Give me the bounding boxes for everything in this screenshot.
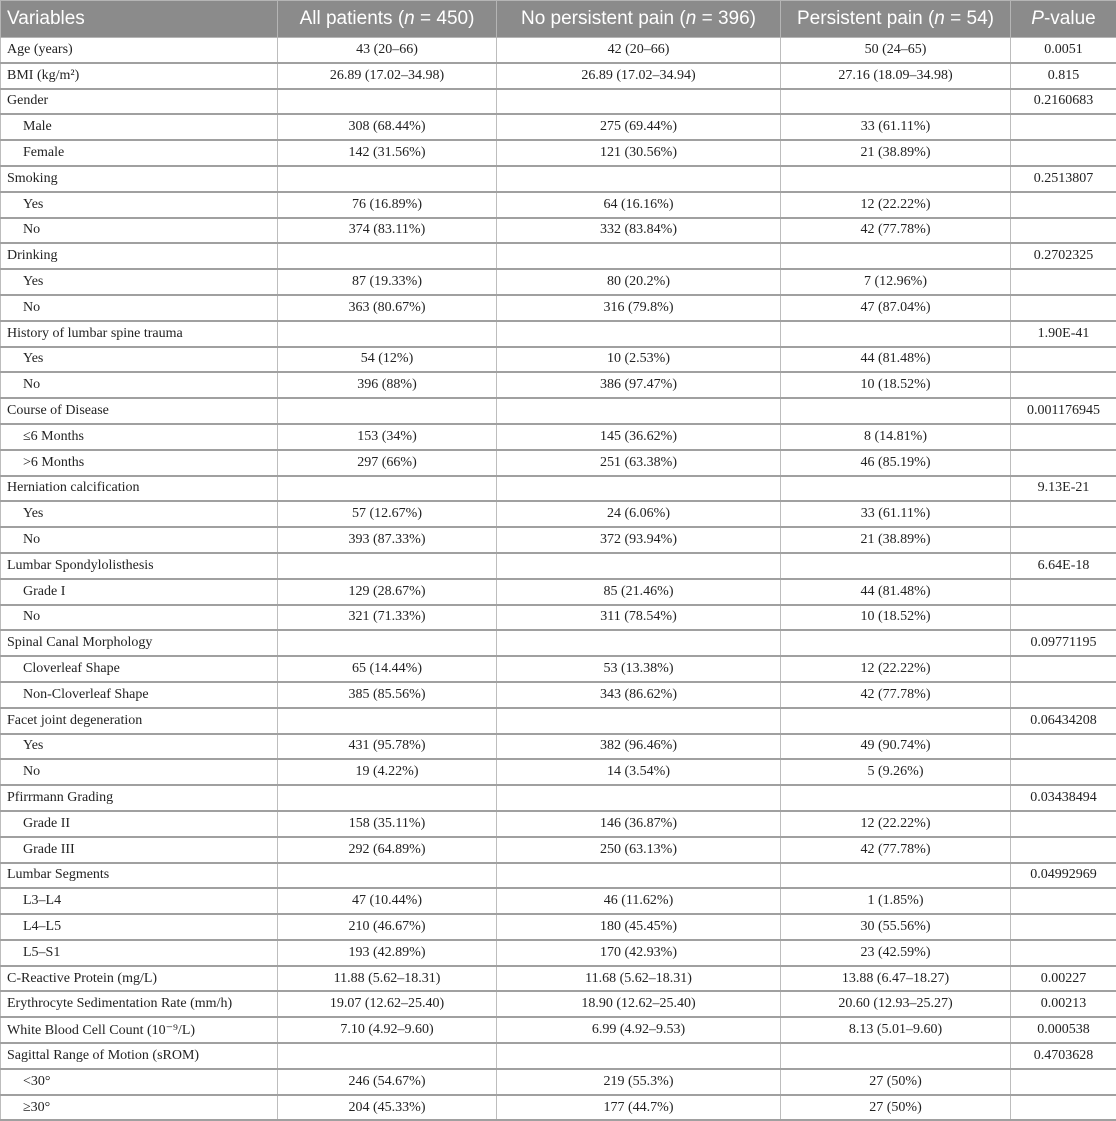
cell-variable: Pfirrmann Grading [1,785,278,811]
cell-persistent-pain [781,89,1011,115]
cell-all-patients: 193 (42.89%) [278,940,497,966]
cell-p-value [1011,218,1116,244]
cell-no-persistent-pain [497,863,781,889]
cell-p-value [1011,372,1116,398]
table-row [1,656,1116,682]
cell-p-value [1011,1095,1116,1121]
table-row [1,89,1116,115]
table-body [1,38,1116,1121]
cell-persistent-pain: 27 (50%) [781,1095,1011,1121]
table-row [1,1069,1116,1095]
cell-all-patients: 19.07 (12.62–25.40) [278,991,497,1017]
cell-no-persistent-pain: 343 (86.62%) [497,682,781,708]
table-row [1,785,1116,811]
cell-p-value [1011,501,1116,527]
cell-persistent-pain [781,630,1011,656]
cell-all-patients [278,166,497,192]
cell-p-value [1011,1069,1116,1095]
cell-no-persistent-pain: 219 (55.3%) [497,1069,781,1095]
cell-all-patients: 26.89 (17.02–34.98) [278,63,497,89]
cell-all-patients: 210 (46.67%) [278,914,497,940]
cell-no-persistent-pain: 251 (63.38%) [497,450,781,476]
cell-p-value [1011,295,1116,321]
cell-variable: Non-Cloverleaf Shape [1,682,278,708]
cell-p-value [1011,734,1116,760]
cell-no-persistent-pain [497,630,781,656]
cell-no-persistent-pain: 311 (78.54%) [497,605,781,631]
table-row [1,940,1116,966]
cell-persistent-pain: 21 (38.89%) [781,527,1011,553]
cell-p-value: 1.90E-41 [1011,321,1116,347]
cell-persistent-pain: 27 (50%) [781,1069,1011,1095]
cell-p-value: 0.000538 [1011,1017,1116,1043]
cell-variable: ≥30° [1,1095,278,1121]
cell-no-persistent-pain: 180 (45.45%) [497,914,781,940]
cell-no-persistent-pain [497,89,781,115]
cell-persistent-pain: 42 (77.78%) [781,682,1011,708]
cell-p-value: 0.815 [1011,63,1116,89]
cell-persistent-pain: 49 (90.74%) [781,734,1011,760]
table-row [1,501,1116,527]
cell-variable: Sagittal Range of Motion (sROM) [1,1043,278,1069]
cell-variable: Gender [1,89,278,115]
cell-variable: No [1,372,278,398]
cell-all-patients [278,553,497,579]
table-row [1,811,1116,837]
table-row [1,630,1116,656]
cell-all-patients: 374 (83.11%) [278,218,497,244]
cell-p-value [1011,192,1116,218]
cell-p-value [1011,140,1116,166]
cell-all-patients: 129 (28.67%) [278,579,497,605]
cell-all-patients [278,321,497,347]
cell-no-persistent-pain: 11.68 (5.62–18.31) [497,966,781,992]
table-row [1,424,1116,450]
cell-all-patients: 65 (14.44%) [278,656,497,682]
cell-no-persistent-pain: 275 (69.44%) [497,114,781,140]
cell-no-persistent-pain: 332 (83.84%) [497,218,781,244]
cell-variable: Course of Disease [1,398,278,424]
cell-variable: >6 Months [1,450,278,476]
cell-no-persistent-pain: 10 (2.53%) [497,347,781,373]
header-persistent-pain: Persistent pain (n = 54) [781,1,1011,38]
cell-p-value [1011,527,1116,553]
cell-all-patients: 57 (12.67%) [278,501,497,527]
cell-no-persistent-pain: 382 (96.46%) [497,734,781,760]
table-row [1,1043,1116,1069]
cell-p-value: 0.09771195 [1011,630,1116,656]
cell-all-patients: 7.10 (4.92–9.60) [278,1017,497,1043]
cell-variable: Drinking [1,243,278,269]
cell-p-value: 0.00213 [1011,991,1116,1017]
table-row [1,991,1116,1017]
cell-persistent-pain [781,863,1011,889]
cell-p-value: 0.06434208 [1011,708,1116,734]
table-row [1,192,1116,218]
table-row [1,708,1116,734]
cell-persistent-pain: 8 (14.81%) [781,424,1011,450]
cell-p-value [1011,837,1116,863]
table-row [1,295,1116,321]
cell-persistent-pain: 33 (61.11%) [781,114,1011,140]
cell-all-patients: 385 (85.56%) [278,682,497,708]
cell-persistent-pain [781,708,1011,734]
cell-persistent-pain [781,1043,1011,1069]
cell-persistent-pain: 12 (22.22%) [781,192,1011,218]
cell-persistent-pain: 42 (77.78%) [781,218,1011,244]
cell-persistent-pain: 10 (18.52%) [781,605,1011,631]
cell-persistent-pain: 33 (61.11%) [781,501,1011,527]
table-row [1,888,1116,914]
cell-persistent-pain: 20.60 (12.93–25.27) [781,991,1011,1017]
cell-persistent-pain: 5 (9.26%) [781,759,1011,785]
cell-all-patients [278,1043,497,1069]
cell-all-patients: 297 (66%) [278,450,497,476]
cell-variable: Spinal Canal Morphology [1,630,278,656]
cell-all-patients: 393 (87.33%) [278,527,497,553]
cell-all-patients: 19 (4.22%) [278,759,497,785]
cell-variable: Lumbar Spondylolisthesis [1,553,278,579]
cell-persistent-pain [781,321,1011,347]
cell-variable: Grade II [1,811,278,837]
cell-all-patients [278,89,497,115]
cell-no-persistent-pain [497,398,781,424]
cell-variable: C-Reactive Protein (mg/L) [1,966,278,992]
cell-p-value [1011,579,1116,605]
table-row [1,1095,1116,1121]
table-row [1,114,1116,140]
cell-persistent-pain [781,166,1011,192]
cell-p-value [1011,888,1116,914]
cell-no-persistent-pain: 316 (79.8%) [497,295,781,321]
table-row [1,450,1116,476]
table-row [1,579,1116,605]
cell-p-value: 0.2513807 [1011,166,1116,192]
cell-persistent-pain [781,476,1011,502]
cell-all-patients [278,243,497,269]
table-row [1,372,1116,398]
cell-all-patients: 321 (71.33%) [278,605,497,631]
cell-persistent-pain: 44 (81.48%) [781,347,1011,373]
table-row [1,837,1116,863]
cell-no-persistent-pain [497,1043,781,1069]
table-row [1,166,1116,192]
cell-all-patients [278,476,497,502]
cell-no-persistent-pain: 85 (21.46%) [497,579,781,605]
cell-no-persistent-pain: 42 (20–66) [497,38,781,63]
cell-all-patients: 47 (10.44%) [278,888,497,914]
cell-all-patients [278,863,497,889]
cell-no-persistent-pain [497,166,781,192]
table-row [1,269,1116,295]
cell-persistent-pain: 21 (38.89%) [781,140,1011,166]
cell-all-patients: 153 (34%) [278,424,497,450]
cell-variable: Female [1,140,278,166]
cell-p-value [1011,424,1116,450]
cell-p-value [1011,269,1116,295]
cell-no-persistent-pain: 386 (97.47%) [497,372,781,398]
table-row [1,218,1116,244]
cell-variable: BMI (kg/m²) [1,63,278,89]
cell-variable: ≤6 Months [1,424,278,450]
cell-no-persistent-pain [497,785,781,811]
cell-persistent-pain: 23 (42.59%) [781,940,1011,966]
cell-no-persistent-pain: 80 (20.2%) [497,269,781,295]
cell-no-persistent-pain [497,553,781,579]
cell-p-value: 0.0051 [1011,38,1116,63]
cell-all-patients [278,785,497,811]
cell-variable: L4–L5 [1,914,278,940]
cell-persistent-pain: 27.16 (18.09–34.98) [781,63,1011,89]
table-row [1,321,1116,347]
cell-no-persistent-pain: 6.99 (4.92–9.53) [497,1017,781,1043]
cell-p-value: 0.4703628 [1011,1043,1116,1069]
cell-p-value [1011,450,1116,476]
cell-all-patients: 308 (68.44%) [278,114,497,140]
cell-persistent-pain [781,785,1011,811]
header-row [1,1,1116,38]
cell-variable: Erythrocyte Sedimentation Rate (mm/h) [1,991,278,1017]
cell-p-value: 0.03438494 [1011,785,1116,811]
cell-p-value [1011,940,1116,966]
table-row [1,605,1116,631]
cell-all-patients: 363 (80.67%) [278,295,497,321]
cell-variable: Yes [1,347,278,373]
cell-p-value [1011,347,1116,373]
cell-persistent-pain: 47 (87.04%) [781,295,1011,321]
table-row [1,63,1116,89]
cell-p-value: 0.2160683 [1011,89,1116,115]
cell-p-value [1011,811,1116,837]
cell-all-patients: 396 (88%) [278,372,497,398]
cell-persistent-pain: 50 (24–65) [781,38,1011,63]
cell-no-persistent-pain [497,321,781,347]
cell-persistent-pain: 8.13 (5.01–9.60) [781,1017,1011,1043]
cell-no-persistent-pain: 372 (93.94%) [497,527,781,553]
cell-all-patients: 87 (19.33%) [278,269,497,295]
table-row [1,476,1116,502]
cell-all-patients: 11.88 (5.62–18.31) [278,966,497,992]
cell-p-value [1011,656,1116,682]
cell-variable: No [1,759,278,785]
cell-persistent-pain [781,243,1011,269]
cell-no-persistent-pain: 46 (11.62%) [497,888,781,914]
table-row [1,914,1116,940]
header-no-persistent-pain: No persistent pain (n = 396) [497,1,781,38]
table-row [1,553,1116,579]
cell-all-patients: 76 (16.89%) [278,192,497,218]
cell-variable: Facet joint degeneration [1,708,278,734]
table-row [1,682,1116,708]
header-p-value: P-value [1011,1,1116,38]
cell-all-patients: 246 (54.67%) [278,1069,497,1095]
cell-variable: Male [1,114,278,140]
cell-all-patients: 158 (35.11%) [278,811,497,837]
header-all-patients: All patients (n = 450) [278,1,497,38]
table-row [1,243,1116,269]
cell-p-value [1011,605,1116,631]
cell-no-persistent-pain: 250 (63.13%) [497,837,781,863]
cell-no-persistent-pain: 24 (6.06%) [497,501,781,527]
cell-variable: Grade I [1,579,278,605]
cell-variable: Cloverleaf Shape [1,656,278,682]
cell-no-persistent-pain: 26.89 (17.02–34.94) [497,63,781,89]
cell-persistent-pain: 12 (22.22%) [781,811,1011,837]
cell-no-persistent-pain: 53 (13.38%) [497,656,781,682]
cell-variable: Herniation calcification [1,476,278,502]
cell-variable: Age (years) [1,38,278,63]
cell-variable: History of lumbar spine trauma [1,321,278,347]
cell-no-persistent-pain: 146 (36.87%) [497,811,781,837]
cell-variable: Grade III [1,837,278,863]
table-row [1,140,1116,166]
cell-no-persistent-pain: 170 (42.93%) [497,940,781,966]
cell-persistent-pain: 44 (81.48%) [781,579,1011,605]
cell-no-persistent-pain [497,708,781,734]
cell-no-persistent-pain: 14 (3.54%) [497,759,781,785]
table-header [1,1,1116,38]
cell-persistent-pain: 10 (18.52%) [781,372,1011,398]
cell-p-value: 0.2702325 [1011,243,1116,269]
table-row [1,759,1116,785]
table-row [1,398,1116,424]
cell-p-value: 6.64E-18 [1011,553,1116,579]
cell-persistent-pain: 1 (1.85%) [781,888,1011,914]
cell-persistent-pain [781,553,1011,579]
cell-persistent-pain: 46 (85.19%) [781,450,1011,476]
cell-all-patients [278,398,497,424]
cell-variable: Smoking [1,166,278,192]
cell-all-patients: 142 (31.56%) [278,140,497,166]
cell-variable: No [1,527,278,553]
cell-no-persistent-pain: 145 (36.62%) [497,424,781,450]
cell-no-persistent-pain [497,243,781,269]
cell-all-patients: 54 (12%) [278,347,497,373]
table-row [1,734,1116,760]
cell-all-patients: 43 (20–66) [278,38,497,63]
cell-all-patients: 292 (64.89%) [278,837,497,863]
cell-variable: Yes [1,269,278,295]
cell-variable: Yes [1,501,278,527]
cell-p-value: 0.04992969 [1011,863,1116,889]
cell-variable: Lumbar Segments [1,863,278,889]
table-row [1,38,1116,63]
cell-p-value: 9.13E-21 [1011,476,1116,502]
cell-p-value [1011,914,1116,940]
cell-p-value [1011,114,1116,140]
table-row [1,527,1116,553]
cell-p-value [1011,682,1116,708]
cell-no-persistent-pain [497,476,781,502]
cell-no-persistent-pain: 177 (44.7%) [497,1095,781,1121]
table-row [1,347,1116,373]
cell-persistent-pain: 13.88 (6.47–18.27) [781,966,1011,992]
header-variables: Variables [1,1,278,38]
cell-variable: L3–L4 [1,888,278,914]
cell-all-patients: 431 (95.78%) [278,734,497,760]
cell-p-value: 0.001176945 [1011,398,1116,424]
cell-all-patients: 204 (45.33%) [278,1095,497,1121]
cell-persistent-pain: 42 (77.78%) [781,837,1011,863]
cell-p-value: 0.00227 [1011,966,1116,992]
table-row [1,863,1116,889]
cell-variable: No [1,218,278,244]
table-row [1,966,1116,992]
cell-variable: Yes [1,192,278,218]
cell-persistent-pain: 30 (55.56%) [781,914,1011,940]
cell-persistent-pain: 7 (12.96%) [781,269,1011,295]
cell-variable: L5–S1 [1,940,278,966]
cell-all-patients [278,630,497,656]
cell-persistent-pain [781,398,1011,424]
cell-variable: No [1,295,278,321]
table-row [1,1017,1116,1043]
cell-variable: Yes [1,734,278,760]
cell-no-persistent-pain: 121 (30.56%) [497,140,781,166]
cell-all-patients [278,708,497,734]
cell-variable: <30° [1,1069,278,1095]
cell-variable: No [1,605,278,631]
cell-no-persistent-pain: 18.90 (12.62–25.40) [497,991,781,1017]
cell-no-persistent-pain: 64 (16.16%) [497,192,781,218]
cell-p-value [1011,759,1116,785]
cell-persistent-pain: 12 (22.22%) [781,656,1011,682]
cell-variable: White Blood Cell Count (10⁻⁹/L) [1,1017,278,1043]
